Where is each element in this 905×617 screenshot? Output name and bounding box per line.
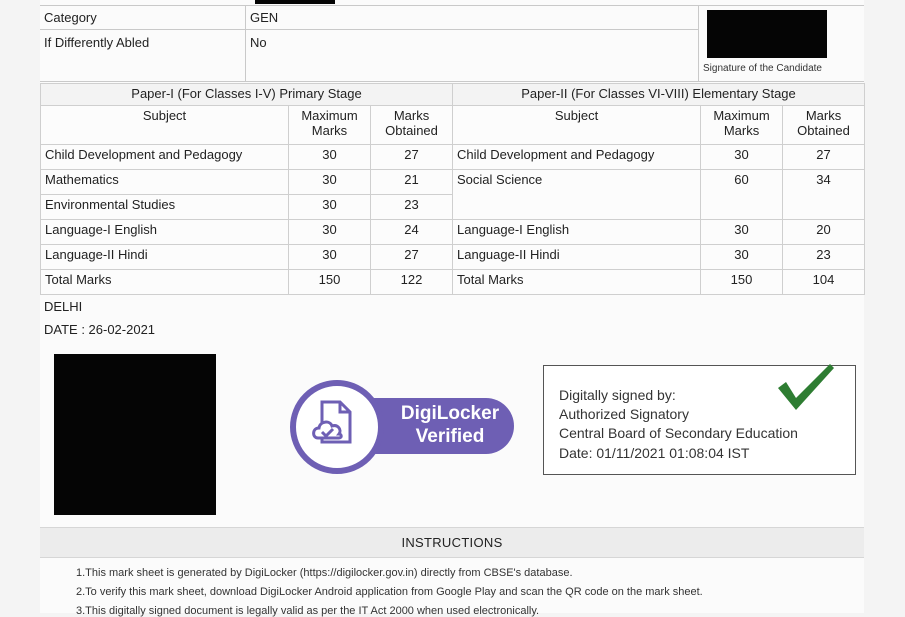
paper1-obtained: 24	[371, 220, 453, 245]
disability-value: No	[250, 35, 267, 50]
marks-table	[40, 83, 865, 295]
paper2-max: 30	[701, 245, 783, 270]
table-row-total	[41, 270, 865, 295]
disability-label: If Differently Abled	[44, 35, 150, 50]
divider	[40, 29, 698, 30]
paper2-header-subject: Subject	[453, 106, 701, 145]
paper1-obtained: 27	[371, 145, 453, 170]
digilocker-verified-badge	[288, 378, 518, 474]
category-label: Category	[44, 10, 97, 25]
paper1-max: 30	[289, 195, 371, 220]
paper2-header-max: Maximum Marks	[701, 106, 783, 145]
instruction-item: 1.This mark sheet is generated by DigiLocker (https://digilocker.gov.in) directly from CBSE's database.	[76, 567, 573, 579]
qr-code-redacted	[54, 354, 216, 515]
paper1-subject: Language-I English	[41, 220, 289, 245]
digital-signature-box	[543, 365, 856, 475]
paper1-subject: Environmental Studies	[41, 195, 289, 220]
paper1-header-max: Maximum Marks	[289, 106, 371, 145]
document-cloud-icon	[310, 398, 360, 450]
signature-line-1: Digitally signed by:	[559, 387, 676, 403]
candidate-signature-redacted	[707, 10, 827, 58]
paper2-obtained: 20	[783, 220, 865, 245]
paper2-total-label: Total Marks	[453, 270, 701, 295]
signature-line-3: Central Board of Secondary Education	[559, 425, 798, 441]
table-row	[41, 170, 865, 195]
table-row	[41, 145, 865, 170]
paper1-total-max: 150	[289, 270, 371, 295]
paper2-subject: Child Development and Pedagogy	[453, 145, 701, 170]
signature-line-2: Authorized Signatory	[559, 406, 689, 422]
paper1-header-obtained: Marks Obtained	[371, 106, 453, 145]
paper2-max: 60	[701, 170, 783, 220]
divider	[40, 81, 864, 82]
paper2-subject: Language-II Hindi	[453, 245, 701, 270]
instructions-title: INSTRUCTIONS	[40, 527, 864, 558]
mark-sheet	[40, 0, 864, 617]
checkmark-icon	[774, 360, 836, 414]
city: DELHI	[44, 299, 83, 314]
divider	[245, 5, 246, 81]
paper2-header-obtained: Marks Obtained	[783, 106, 865, 145]
paper1-obtained: 21	[371, 170, 453, 195]
paper1-subject: Language-II Hindi	[41, 245, 289, 270]
paper1-subject: Child Development and Pedagogy	[41, 145, 289, 170]
paper2-total-obtained: 104	[783, 270, 865, 295]
paper1-max: 30	[289, 245, 371, 270]
category-value: GEN	[250, 10, 279, 25]
paper1-subject: Mathematics	[41, 170, 289, 195]
paper1-header-subject: Subject	[41, 106, 289, 145]
table-row	[41, 245, 865, 270]
instruction-item: 3.This digitally signed document is legally valid as per the IT Act 2000 when used electronically.	[76, 605, 540, 617]
paper2-subject: Language-I English	[453, 220, 701, 245]
paper1-obtained: 27	[371, 245, 453, 270]
paper2-obtained: 23	[783, 245, 865, 270]
paper1-max: 30	[289, 220, 371, 245]
divider	[698, 5, 699, 81]
redacted-value	[255, 0, 335, 4]
table-row	[41, 220, 865, 245]
badge-line1: DigiLocker	[400, 403, 500, 424]
signature-caption: Signature of the Candidate	[703, 63, 822, 74]
paper1-total-label: Total Marks	[41, 270, 289, 295]
paper2-max: 30	[701, 145, 783, 170]
paper2-obtained: 34	[783, 170, 865, 220]
paper1-obtained: 23	[371, 195, 453, 220]
paper2-title: Paper-II (For Classes VI-VIII) Elementary Stage	[453, 84, 865, 106]
badge-line2: Verified	[415, 426, 485, 447]
paper1-total-obtained: 122	[371, 270, 453, 295]
divider	[40, 5, 864, 6]
paper1-title: Paper-I (For Classes I-V) Primary Stage	[41, 84, 453, 106]
paper2-total-max: 150	[701, 270, 783, 295]
badge-label	[390, 402, 510, 448]
instruction-item: 2.To verify this mark sheet, download DigiLocker Android application from Google Play and scan the QR code on the mark sheet.	[76, 586, 703, 598]
signature-line-4: Date: 01/11/2021 01:08:04 IST	[559, 445, 750, 461]
paper2-subject: Social Science	[453, 170, 701, 220]
paper1-max: 30	[289, 145, 371, 170]
paper2-obtained: 27	[783, 145, 865, 170]
paper1-max: 30	[289, 170, 371, 195]
issue-date: DATE : 26-02-2021	[44, 322, 156, 337]
paper2-max: 30	[701, 220, 783, 245]
